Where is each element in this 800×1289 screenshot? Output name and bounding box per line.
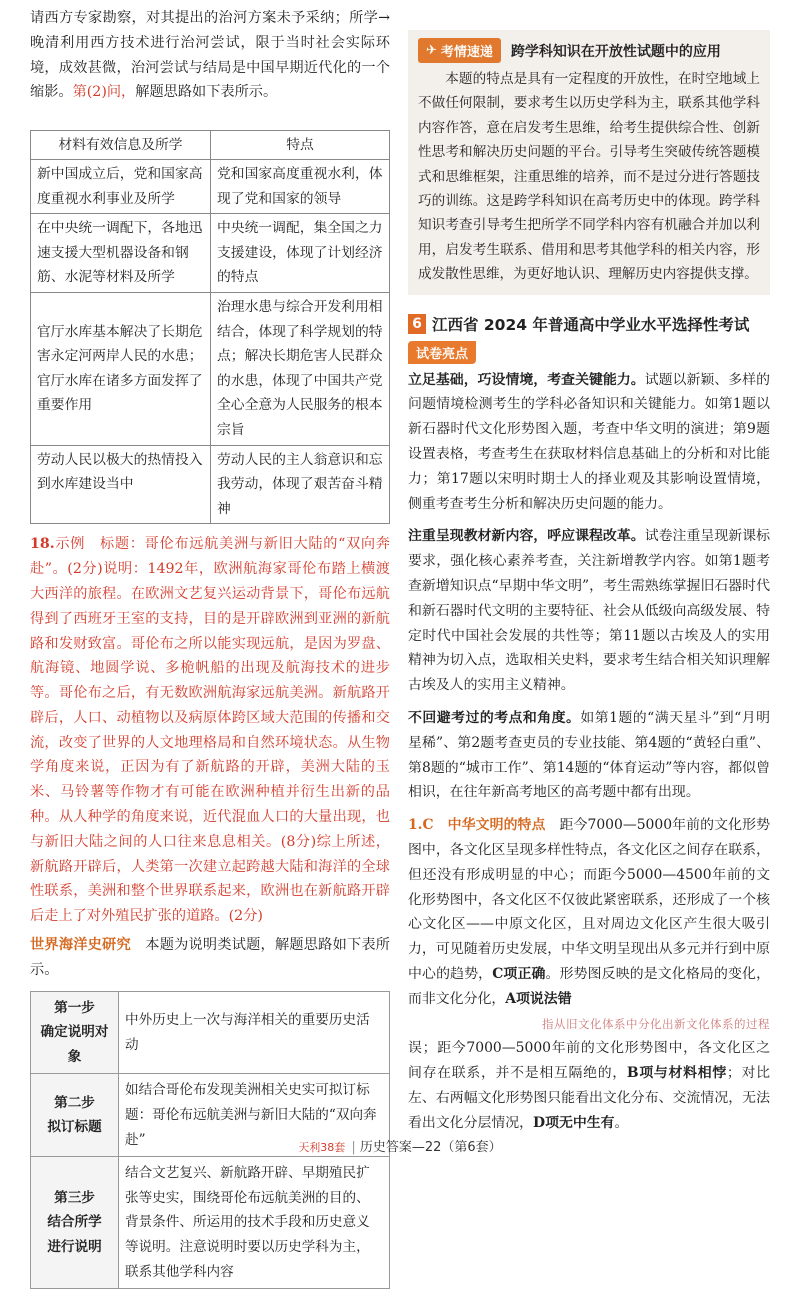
answer-text: 距今7000—5000年前的文化形势图中，各文化区呈现多样性特点，各文化区之间存在联系，但还没有形成明显的中心；而距今5000—4500年前的文化形势图中，各文化区不仅彼此紧密联系，还形成了一个核心文化区——中原文化区，且对周边文化区产生很大吸引力，可见随着历史发展，中华文明呈现出从多元并行到中原中心的趋势， bbox=[408, 817, 770, 982]
footer-logo: 天利38套 bbox=[298, 1141, 346, 1154]
research-label: 世界海洋史研究 bbox=[30, 937, 131, 954]
highlight-tag-row bbox=[408, 341, 770, 364]
table-row bbox=[31, 991, 390, 1074]
para-lead: 立足基础，巧设情境，考查关键能力。 bbox=[408, 371, 645, 388]
para-lead: 不回避考过的考点和角度。 bbox=[408, 710, 581, 727]
kaoqing-box bbox=[408, 30, 770, 295]
table-cell: 劳动人民以极大的热情投入到水库建设当中 bbox=[31, 445, 211, 524]
table-cell: 治理水患与综合开发利用相结合，体现了科学规划的特点；解决长期危害人民群众的水患，体现了中国共产党全心全意为人民服务的根本宗旨 bbox=[211, 292, 390, 445]
kaoqing-header bbox=[418, 38, 760, 63]
step-label: 结合所学 bbox=[47, 1214, 102, 1231]
highlight-paragraph-1 bbox=[408, 368, 770, 517]
intro-tail: 解题思路如下表所示。 bbox=[135, 84, 278, 101]
step-label: 第三步 bbox=[54, 1189, 95, 1206]
para-text: 试卷注重呈现新课标要求，强化核心素养考查，关注新增教学内容。如第1题考查新增知识点“早期中华文明”，考生需熟练掌握旧石器时代和新石器时代文明的主要特征、社会从低级向高级发展、特定时代中国社会发展的共性等；第11题以古埃及人的实用精神为切入点，选取相关史料，要求考生结合相关知识理解古埃及人的实用主义精神。 bbox=[408, 528, 770, 694]
para-text: 试题以新颖、多样的问题情境检测考生的学科必备知识和关键能力。如第1题以新石器时代文化形势图入题，考查中华文明的演进；第9题设置表格，考查考生在获取材料信息基础上的分析和对比能力；第17题以宋明时期士人的择业观及其影响设置情境，侧重考查考生分析和解决历史问题的能力。 bbox=[408, 371, 770, 512]
table-header: 特点 bbox=[211, 131, 390, 160]
step-cell bbox=[31, 1157, 119, 1289]
table-header: 材料有效信息及所学 bbox=[31, 131, 211, 160]
kaoqing-title: 跨学科知识在开放性试题中的应用 bbox=[510, 43, 721, 60]
highlight-paragraph-2 bbox=[408, 524, 770, 698]
research-note bbox=[30, 933, 390, 983]
table-cell: 党和国家高度重视水利，体现了党和国家的领导 bbox=[211, 160, 390, 214]
step-label: 进行说明 bbox=[47, 1239, 102, 1255]
answer-number: 1.C bbox=[408, 817, 434, 834]
table-cell: 中央统一调配，集全国之力支援建设，体现了计划经济的特点 bbox=[211, 214, 390, 293]
footer-text: 历史答案—22（第6套） bbox=[359, 1140, 502, 1155]
table-cell: 劳动人民的主人翁意识和忘我劳动，体现了艰苦奋斗精神 bbox=[211, 445, 390, 524]
step-label: 确定说明对象 bbox=[40, 1024, 109, 1065]
table-row bbox=[31, 214, 390, 293]
table-row bbox=[31, 445, 390, 524]
paper-plane-icon: ✈ bbox=[426, 43, 437, 58]
step-label: 拟订标题 bbox=[47, 1119, 102, 1136]
section-number: 6 bbox=[408, 314, 426, 334]
kaoqing-tag bbox=[418, 38, 501, 63]
intro-paragraph bbox=[30, 6, 390, 106]
highlight-paragraph-3 bbox=[408, 706, 770, 805]
left-column bbox=[30, 0, 390, 1289]
kaoqing-text: 本题的特点是具有一定程度的开放性，在时空地域上不做任何限制，要求考生以历史学科为主，联系其他学科内容作答，意在启发考生思维，给考生提供综合性、创新性思考和解决历史问题的平台。引导考生突破传统答题模式和思维框架，注重思维的培养，而不是过分进行答题技巧的训练。这是跨学科知识在高考历史中的体现。跨学科知识考查引导考生把所学不同学科内容有机融合并加以利用，启发考生联系、借用和思考其他学科的相关内容，形成发散性思维，为更好地认识、理解历史内容提供支撑。 bbox=[418, 71, 760, 283]
intro-text: 请西方专家勘察，对其提出的治河方案未予采纳；所学→晚清利用西方技术进行治河尝试，限于当时社会实际环境，成效甚微，治河尝试与结局是中国早期近代化的一个缩影。 bbox=[30, 10, 390, 101]
answer-text: 。 bbox=[614, 1114, 629, 1131]
analysis-table bbox=[30, 130, 390, 524]
right-column bbox=[408, 0, 770, 1136]
highlight-tag: 试卷亮点 bbox=[408, 341, 476, 364]
q18-text: 示例 标题：哥伦布远航美洲与新旧大陆的“双向奔赴”。(2分)说明：1492年，欧洲航海家哥伦布踏上横渡大西洋的旅程。在欧洲文艺复兴运动背景下，哥伦布远航得到了西班牙王室的支持，目的是开辟欧洲到亚洲的新航路和发财致富。哥伦布之所以能实现远航，是因为罗盘、航海镜、地圆学说、多桅帆船的出现及航海技术的进步等。哥伦布之后，有无数欧洲航海家远航美洲。新航路开辟后，人口、动植物以及病原体跨区域大范围的传播和交流，改变了世界的人文地理格局和自然环境状态。从生物学角度来说，正因为有了新航路的开辟，美洲大陆的玉米、马铃薯等作物才有可能在欧洲种植并衍生出新的品种。从人种学的角度来说，近代混血人口的大量出现，也与新旧大陆之间的人口往来息息相关。(8分)综上所述，新航路开辟后，人类第一次建立起跨越大陆和海洋的全球性联系，美洲和整个世界联系起来，欧洲也在新航路开辟后走上了对外殖民扩张的道路。(2分) bbox=[30, 536, 390, 925]
answer-option-a: A项说法错 bbox=[505, 990, 572, 1007]
table-cell: 新中国成立后，党和国家高度重视水利事业及所学 bbox=[31, 160, 211, 214]
para-text: 如第1题的“满天星斗”到“月明星稀”、第2题考查吏员的专业技能、第4题的“黄轻白重”、第8题的“城市工作”、第14题的“体育运动”等内容，都似曾相识，在往年新高考地区的高考题中都有出现。 bbox=[408, 710, 770, 801]
q18-number: 18. bbox=[30, 536, 55, 553]
table-row bbox=[31, 1157, 390, 1289]
answer-option-c: C项正确 bbox=[492, 965, 546, 982]
intro-red: 第(2)问， bbox=[72, 84, 136, 101]
answer-topic: 中华文明的特点 bbox=[447, 817, 546, 834]
section-title: 江西省 2024 年普通高中学业水平选择性考试 bbox=[432, 315, 750, 334]
step-cell bbox=[31, 991, 119, 1074]
step-content: 如结合哥伦布发现美洲相关史实可拟订标题：哥伦布远航美洲与新旧大陆的“双向奔赴” bbox=[119, 1074, 390, 1157]
answer-option-d: D项无中生有 bbox=[533, 1114, 615, 1131]
table-row bbox=[31, 160, 390, 214]
step-label: 第一步 bbox=[54, 999, 95, 1016]
step-content: 中外历史上一次与海洋相关的重要历史活动 bbox=[119, 991, 390, 1074]
research-text: 本题为说明类试题，解题思路如下表所示。 bbox=[30, 937, 390, 978]
answer-1 bbox=[408, 813, 770, 1135]
step-content: 结合文艺复兴、新航路开辟、早期殖民扩张等史实，围绕哥伦布远航美洲的目的、背景条件、所运用的技术手段和历史意义等说明。注意说明时要以历史学科为主，联系其他学科内容 bbox=[119, 1157, 390, 1289]
para-lead: 注重呈现教材新内容，呼应课程改革。 bbox=[408, 528, 645, 545]
table-cell: 官厅水库基本解决了长期危害永定河两岸人民的水患；官厅水库在诸多方面发挥了重要作用 bbox=[31, 292, 211, 445]
answer-text: 误；距今7000—5000年前的文化形势图中，各文化区之间存在联系，并不是相互隔绝的， bbox=[408, 1040, 770, 1082]
answer-option-b: B项与材料相悖 bbox=[626, 1065, 727, 1082]
table-row bbox=[31, 292, 390, 445]
q18-answer bbox=[30, 532, 390, 929]
table-cell: 在中央统一调配下，各地迅速支援大型机器设备和钢筋、水泥等材料及所学 bbox=[31, 214, 211, 293]
handwritten-note: 指从旧文化体系中分化出新文化体系的过程 bbox=[542, 1016, 770, 1031]
page-footer: 天利38套 | 历史答案—22（第6套） bbox=[298, 1140, 502, 1155]
answer-text: ；对比左、右两幅文化形势图只能看出文化分布、交流情况，无法看出文化分层情况， bbox=[408, 1065, 770, 1131]
step-label: 第二步 bbox=[54, 1094, 95, 1111]
kaoqing-label: 考情速递 bbox=[440, 45, 493, 60]
section-heading bbox=[408, 313, 770, 335]
answer-text: 。形势图反映的是文化格局的变化，而非文化分化， bbox=[408, 965, 770, 1007]
